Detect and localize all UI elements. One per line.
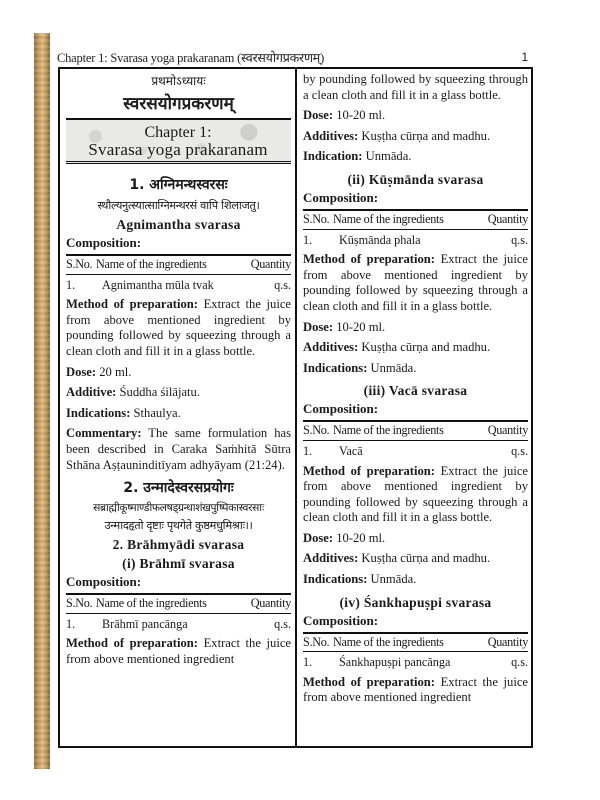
method-label: Method of preparation: — [303, 674, 435, 689]
subsection-iii-indications — [303, 572, 528, 588]
subsection-ii-additives — [303, 340, 528, 356]
additives-value: Kuṣṭha cūrṇa and madhu. — [358, 340, 491, 355]
dose-value: 10-20 ml. — [333, 108, 386, 123]
chapter-label: Chapter 1: — [144, 124, 212, 141]
indications-label: Indications: — [66, 405, 131, 420]
additive-label: Additive: — [66, 385, 117, 400]
cell-quantity: q.s. — [511, 443, 528, 458]
subsection-iii-dose — [303, 531, 528, 547]
subsection-iii-method — [303, 464, 528, 526]
table-row — [66, 274, 291, 295]
dose-label: Dose: — [303, 108, 334, 123]
method-label: Method of preparation: — [303, 252, 435, 267]
table-header-quantity: Quantity — [476, 421, 528, 440]
page-number: 1 — [521, 50, 528, 64]
subsection-iv-composition-label: Composition: — [303, 612, 379, 628]
adhyaya-heading: प्रथमोऽध्यायः — [151, 74, 206, 88]
section2-title: 2. Brāhmyādi svarasa — [112, 537, 245, 553]
table-header-quantity: Quantity — [478, 633, 528, 652]
right-column — [303, 69, 528, 746]
section1-title: Agnimantha svarasa — [116, 217, 241, 232]
subsection-i-ingredients-table — [66, 593, 291, 634]
continued-dose — [303, 108, 528, 124]
continued-indication — [303, 149, 528, 165]
table-header-row — [303, 421, 528, 440]
additives-value: Kuṣṭha cūrṇa and madhu. — [358, 551, 491, 566]
cell-sno: 1. — [66, 277, 76, 292]
cell-ingredient: Agnimantha mūla tvak — [102, 277, 214, 292]
table-header-row — [66, 594, 291, 613]
subsection-iv-ingredients-table — [303, 632, 528, 673]
section1-verse: स्थौल्यनुत्स्यात्साग्निमन्थरसं वापि शिलाजतु। — [97, 199, 260, 212]
table-header-sno: S.No. — [66, 594, 96, 613]
section1-composition-label: Composition: — [66, 235, 142, 250]
table-header-name: Name of the ingredients — [333, 633, 478, 652]
running-head-title: Chapter 1: Svarasa yoga prakaranam (स्वरसयोगप्रकरणम्) — [57, 51, 325, 65]
chapter-title: Svarasa yoga prakaranam — [88, 140, 268, 159]
table-header-name: Name of the ingredients — [333, 210, 476, 229]
method-text: Extract the juice from above mentioned ingredient — [66, 636, 291, 666]
subsection-ii-method — [303, 252, 528, 314]
section1-dose — [66, 365, 291, 381]
method-text: Extract the juice from above mentioned ingredient by pounding followed by squeezing through a clean cloth and fill it in a glass bottle. — [303, 252, 528, 313]
subsection-i-title: (i) Brāhmī svarasa — [122, 556, 235, 572]
table-header-row — [303, 633, 528, 652]
method-label: Method of preparation: — [303, 463, 435, 478]
cell-ingredient: Kūṣmānda phala — [339, 232, 421, 247]
table-header-name: Name of the ingredients — [96, 255, 241, 274]
subsection-ii-indications — [303, 361, 528, 377]
cell-sno: 1. — [303, 655, 313, 670]
method-label: Method of preparation: — [66, 297, 198, 312]
table-header-name: Name of the ingredients — [96, 594, 239, 613]
subsection-iii-title: (iii) Vacā svarasa — [363, 383, 468, 399]
dose-value: 10-20 ml. — [333, 319, 386, 334]
cell-sno: 1. — [66, 616, 76, 631]
additive-value: Śuddha śilājatu. — [116, 385, 200, 400]
cell-ingredient: Brāhmī pancānga — [102, 616, 188, 631]
subsection-i-method — [66, 636, 291, 667]
running-head — [57, 47, 532, 65]
subsection-ii-dose — [303, 320, 528, 336]
column-divider — [295, 67, 297, 748]
additives-label: Additives: — [303, 551, 359, 566]
additives-label: Additives: — [303, 128, 359, 143]
method-label: Method of preparation: — [66, 636, 198, 651]
indications-value: Unmāda. — [367, 572, 417, 587]
dose-label: Dose: — [66, 364, 97, 379]
method-text: Extract the juice from above mentioned ingredient by pounding followed by squeezing through a clean cloth and fill it in a glass bottle. — [66, 297, 291, 358]
subsection-iv-title: (iv) Śankhapuṣpi svarasa — [339, 594, 492, 610]
method-text: Extract the juice from above mentioned ingredient — [303, 674, 528, 705]
section2-verse-line1: सब्राह्मीकूष्माण्डीफलषड्ग्रन्थाशंखपुष्पिकास्वरसाः — [93, 502, 264, 515]
cell-quantity: q.s. — [511, 655, 528, 670]
dose-label: Dose: — [303, 530, 334, 545]
continued-additives — [303, 129, 528, 145]
section1-indications — [66, 406, 291, 422]
page-content-frame — [58, 67, 533, 748]
subsection-ii-composition-label: Composition: — [303, 189, 379, 205]
table-header-row — [303, 210, 528, 229]
subsection-iii-ingredients-table — [303, 420, 528, 461]
table-row — [303, 652, 528, 673]
continued-method-text: by pounding followed by squeezing through a clean cloth and fill it in a glass bottle. — [303, 72, 528, 102]
subsection-iii-composition-label: Composition: — [303, 401, 379, 417]
indications-label: Indications: — [303, 360, 368, 375]
table-row — [303, 440, 528, 461]
cell-sno: 1. — [303, 232, 313, 247]
table-header-quantity: Quantity — [239, 594, 291, 613]
table-header-sno: S.No. — [303, 421, 333, 440]
cell-quantity: q.s. — [511, 232, 528, 247]
table-header-quantity: Quantity — [476, 210, 528, 229]
dose-value: 10-20 ml. — [333, 530, 386, 545]
table-header-sno: S.No. — [303, 210, 333, 229]
section1-additive — [66, 385, 291, 401]
cell-quantity: q.s. — [274, 277, 291, 292]
indications-value: Unmāda. — [367, 360, 417, 375]
subsection-iii-additives — [303, 551, 528, 567]
method-text: Extract the juice from above mentioned ingredient by pounding followed by squeezing through a clean cloth and fill it in a glass bottle. — [303, 463, 528, 525]
cell-sno: 1. — [303, 443, 313, 458]
section1-ingredients-table — [66, 254, 291, 295]
table-header-name: Name of the ingredients — [333, 421, 476, 440]
left-column — [66, 69, 291, 746]
book-binding-edge — [34, 33, 50, 769]
section1-commentary — [66, 426, 291, 473]
section1-sanskrit-title: 1. अग्निमन्थस्वरसः — [129, 177, 228, 193]
subsection-iv-method — [303, 675, 528, 706]
additives-label: Additives: — [303, 340, 359, 355]
table-row — [66, 613, 291, 634]
prakarana-heading: स्वरसयोगप्रकरणम् — [123, 94, 234, 114]
indication-label: Indication: — [303, 149, 363, 164]
indication-value: Unmāda. — [362, 149, 412, 164]
additives-value: Kuṣṭha cūrṇa and madhu. — [358, 128, 491, 143]
subsection-ii-ingredients-table — [303, 209, 528, 250]
cell-quantity: q.s. — [274, 616, 291, 631]
table-row — [303, 229, 528, 250]
subsection-ii-title: (ii) Kūṣmānda svarasa — [347, 171, 484, 187]
commentary-text: The same formulation has been described in Caraka Saṁhitā Sūtra Sthāna Aṣṭauninditīyam adhyāyam (21:24). — [66, 426, 291, 472]
table-header-sno: S.No. — [66, 255, 96, 274]
dose-label: Dose: — [303, 319, 334, 334]
table-header-quantity: Quantity — [241, 255, 291, 274]
indications-value: Sthaulya. — [130, 405, 181, 420]
subsection-i-composition-label: Composition: — [66, 574, 142, 590]
chapter-title-box — [66, 118, 291, 164]
section1-method — [66, 297, 291, 359]
cell-ingredient: Vacā — [339, 443, 363, 458]
commentary-label: Commentary: — [66, 426, 142, 441]
section2-sanskrit-title: 2. उन्मादेस्वरसप्रयोगः — [123, 480, 234, 497]
dose-value: 20 ml. — [96, 364, 132, 379]
table-header-row — [66, 255, 291, 274]
table-header-sno: S.No. — [303, 633, 333, 652]
cell-ingredient: Śankhapuṣpi pancānga — [339, 655, 451, 670]
indications-label: Indications: — [303, 572, 368, 587]
section2-verse-line2: उन्मादहृतो दृष्टाः पृथगेते कुष्ठमधुमिश्राः।। — [104, 519, 253, 533]
